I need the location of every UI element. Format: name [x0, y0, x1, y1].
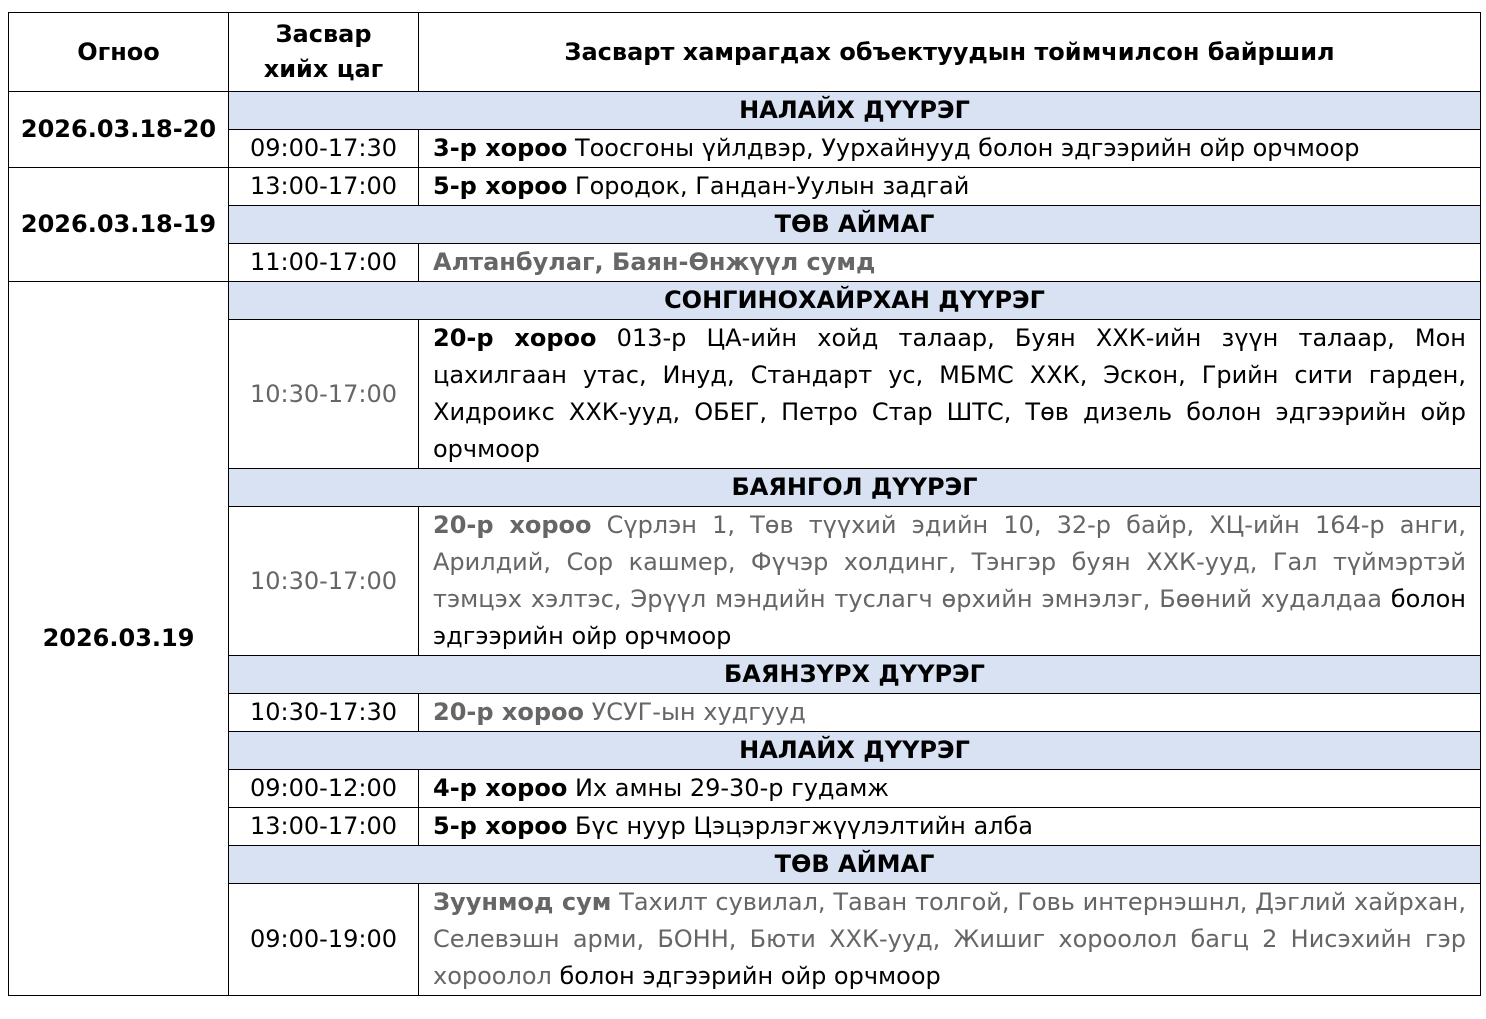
location-text: Тоосгоны үйлдвэр, Уурхайнууд болон эдгээрийн ойр орчмоор	[567, 134, 1360, 162]
location-text: УСУГ-ын худгууд	[584, 698, 806, 726]
table-row	[9, 320, 1481, 469]
table-row	[9, 130, 1481, 168]
time-cell: 10:30-17:00	[229, 507, 419, 656]
table-row	[9, 282, 1481, 320]
header-date: Огноо	[9, 13, 229, 92]
table-row	[9, 244, 1481, 282]
table-row	[9, 206, 1481, 244]
location-text: болон эдгээрийн ойр орчмоор	[551, 962, 941, 990]
date-cell: 2026.03.19	[9, 282, 229, 996]
table-row	[9, 732, 1481, 770]
district-header: НАЛАЙХ ДҮҮРЭГ	[229, 732, 1481, 770]
table-row	[9, 656, 1481, 694]
time-cell: 13:00-17:00	[229, 808, 419, 846]
location-cell	[419, 130, 1481, 168]
khoroo-label: 5-р хороо	[433, 812, 568, 840]
table-row	[9, 770, 1481, 808]
table-row	[9, 507, 1481, 656]
khoroo-label: 4-р хороо	[433, 774, 568, 802]
header-time-line1: Засвар	[275, 20, 372, 48]
table-row	[9, 808, 1481, 846]
location-text-gray: Тахилт сувилал, Таван толгой, Говь интернэшнл, Дэглий хайрхан, Селевэшн арми, БОНН, Бюти ХХК-ууд, Жишиг хороолол багц 2 Нисэхийн гэр хороолол	[433, 888, 1466, 990]
table-row	[9, 92, 1481, 130]
date-cell: 2026.03.18-20	[9, 92, 229, 168]
location-text: болон эдгээрийн ойр орчмоор	[433, 585, 1467, 650]
time-cell: 10:30-17:30	[229, 694, 419, 732]
time-cell: 10:30-17:00	[229, 320, 419, 469]
header-location: Засварт хамрагдах объектуудын тоймчилсон байршил	[419, 13, 1481, 92]
date-cell: 2026.03.18-19	[9, 168, 229, 282]
district-header: СОНГИНОХАЙРХАН ДҮҮРЭГ	[229, 282, 1481, 320]
location-text: Городок, Гандан-Уулын задгай	[567, 172, 970, 200]
location-cell	[419, 507, 1481, 656]
location-cell	[419, 808, 1481, 846]
location-text: 013-р ЦА-ийн хойд талаар, Буян ХХК-ийн зүүн талаар, Мон цахилгаан утас, Инуд, Стандарт ус, МБМС ХХК, Эскон, Грийн сити гарден, Хидроикс ХХК-ууд, ОБЕГ, Петро Стар ШТС, Төв дизель болон эдгээрийн ойр орчмоор	[433, 324, 1466, 463]
location-text: Алтанбулаг, Баян-Өнжүүл сумд	[433, 248, 876, 276]
khoroo-label: 20-р хороо	[433, 511, 592, 539]
maintenance-schedule-table	[8, 12, 1481, 996]
location-text: Их амны 29-30-р гудамж	[567, 774, 889, 802]
header-time	[229, 13, 419, 92]
location-text: Бүс нуур Цэцэрлэгжүүлэлтийн алба	[567, 812, 1034, 840]
table-row	[9, 469, 1481, 507]
location-cell	[419, 770, 1481, 808]
time-cell: 09:00-19:00	[229, 884, 419, 996]
table-row	[9, 884, 1481, 996]
header-time-line2: хийх цаг	[263, 55, 384, 83]
location-cell	[419, 244, 1481, 282]
khoroo-label: 20-р хороо	[433, 324, 597, 352]
khoroo-label: 3-р хороо	[433, 134, 568, 162]
table-header-row	[9, 13, 1481, 92]
district-header: ТӨВ АЙМАГ	[229, 846, 1481, 884]
location-cell	[419, 168, 1481, 206]
time-cell: 13:00-17:00	[229, 168, 419, 206]
location-cell	[419, 694, 1481, 732]
district-header: ТӨВ АЙМАГ	[229, 206, 1481, 244]
location-cell	[419, 884, 1481, 996]
location-cell	[419, 320, 1481, 469]
place-label: Зуунмод сум	[433, 888, 612, 916]
table-row	[9, 846, 1481, 884]
district-header: НАЛАЙХ ДҮҮРЭГ	[229, 92, 1481, 130]
table-row	[9, 168, 1481, 206]
location-text-gray: Сүрлэн 1, Төв түүхий эдийн 10, 32-р байр, ХЦ-ийн 164-р анги, Арилдий, Сор кашмер, Фүчэр холдинг, Тэнгэр буян ХХК-ууд, Гал түймэртэй тэмцэх хэлтэс, Эрүүл мэндийн туслагч өрхийн эмнэлэг, Бөөний худалдаа	[433, 511, 1466, 613]
table-row	[9, 694, 1481, 732]
schedule-table-wrapper	[8, 12, 1481, 996]
khoroo-label: 5-р хороо	[433, 172, 568, 200]
khoroo-label: 20-р хороо	[433, 698, 585, 726]
time-cell: 11:00-17:00	[229, 244, 419, 282]
district-header: БАЯНГОЛ ДҮҮРЭГ	[229, 469, 1481, 507]
time-cell: 09:00-17:30	[229, 130, 419, 168]
time-cell: 09:00-12:00	[229, 770, 419, 808]
district-header: БАЯНЗҮРХ ДҮҮРЭГ	[229, 656, 1481, 694]
